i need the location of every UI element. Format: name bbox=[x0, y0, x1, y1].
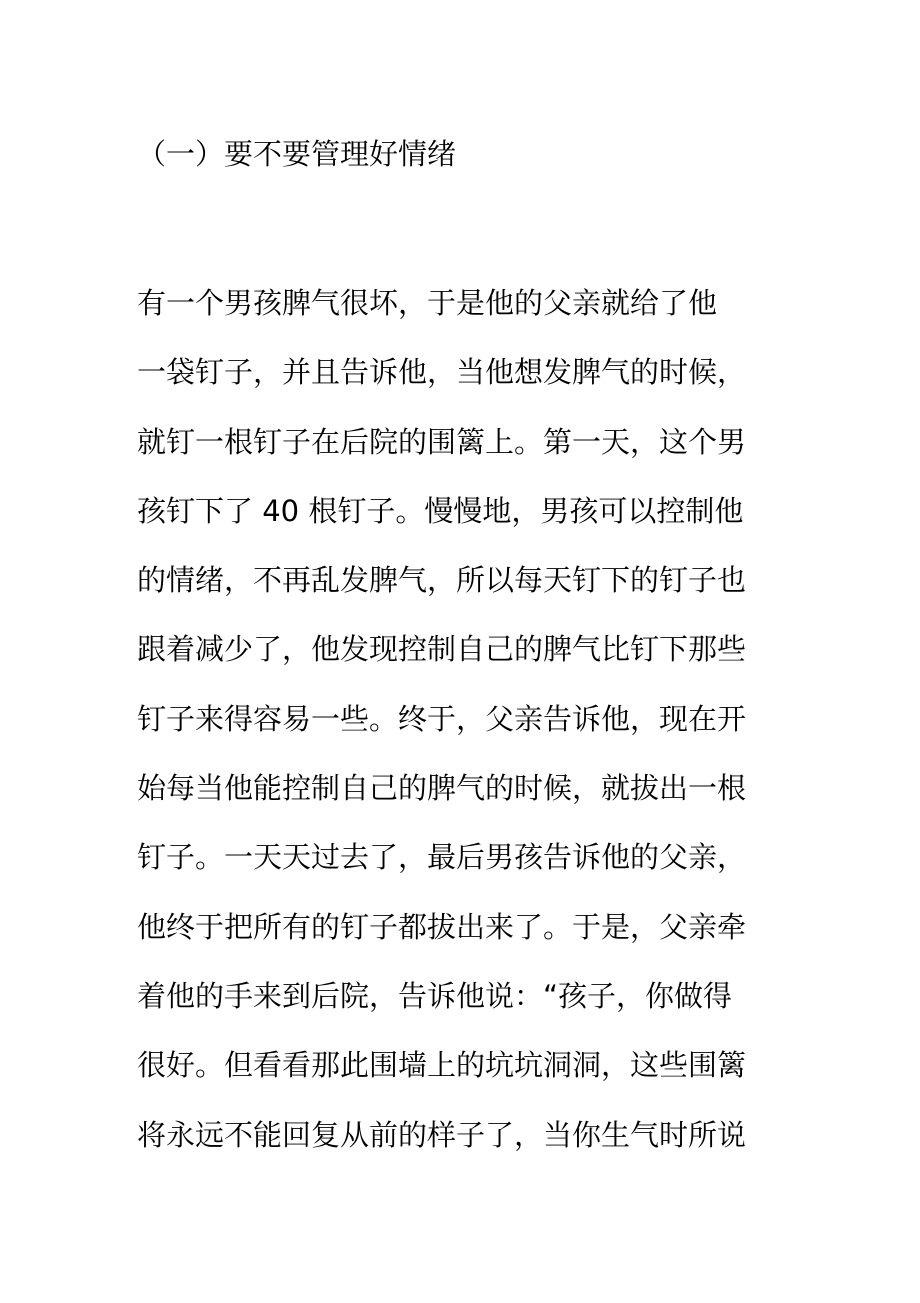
paragraph-line: 钉子来得容易一些。终于，父亲告诉他，现在开 bbox=[137, 701, 747, 736]
section-heading: （一）要不要管理好情绪 bbox=[137, 137, 457, 171]
paragraph-line: 始每当他能控制自己的脾气的时候，就拔出一根 bbox=[137, 771, 747, 806]
paragraph-line: 他终于把所有的钉子都拔出来了。于是，父亲牵 bbox=[137, 909, 747, 944]
paragraph-line: 很好。但看看那此围墙上的坑坑洞洞，这些围篱 bbox=[137, 1048, 747, 1083]
paragraph-line: 就钉一根钉子在后院的围篱上。第一天，这个男 bbox=[137, 424, 747, 459]
paragraph-line: 钉子。一天天过去了，最后男孩告诉他的父亲， bbox=[137, 840, 747, 875]
paragraph-line: 的情绪，不再乱发脾气，所以每天钉下的钉子也 bbox=[137, 563, 747, 598]
paragraph-line: 有一个男孩脾气很坏，于是他的父亲就给了他 bbox=[137, 286, 718, 320]
paragraph-line: 孩钉下了 40 根钉子。慢慢地，男孩可以控制他 bbox=[137, 493, 744, 528]
story-paragraph bbox=[137, 280, 757, 1181]
paragraph-line: 跟着减少了，他发现控制自己的脾气比钉下那些 bbox=[137, 632, 747, 667]
paragraph-line: 将永远不能回复从前的样子了，当你生气时所说 bbox=[137, 1117, 747, 1152]
paragraph-line: 着他的手来到后院，告诉他说：“孩子，你做得 bbox=[137, 978, 733, 1013]
paragraph-line: 一袋钉子，并且告诉他，当他想发脾气的时候， bbox=[137, 355, 747, 390]
